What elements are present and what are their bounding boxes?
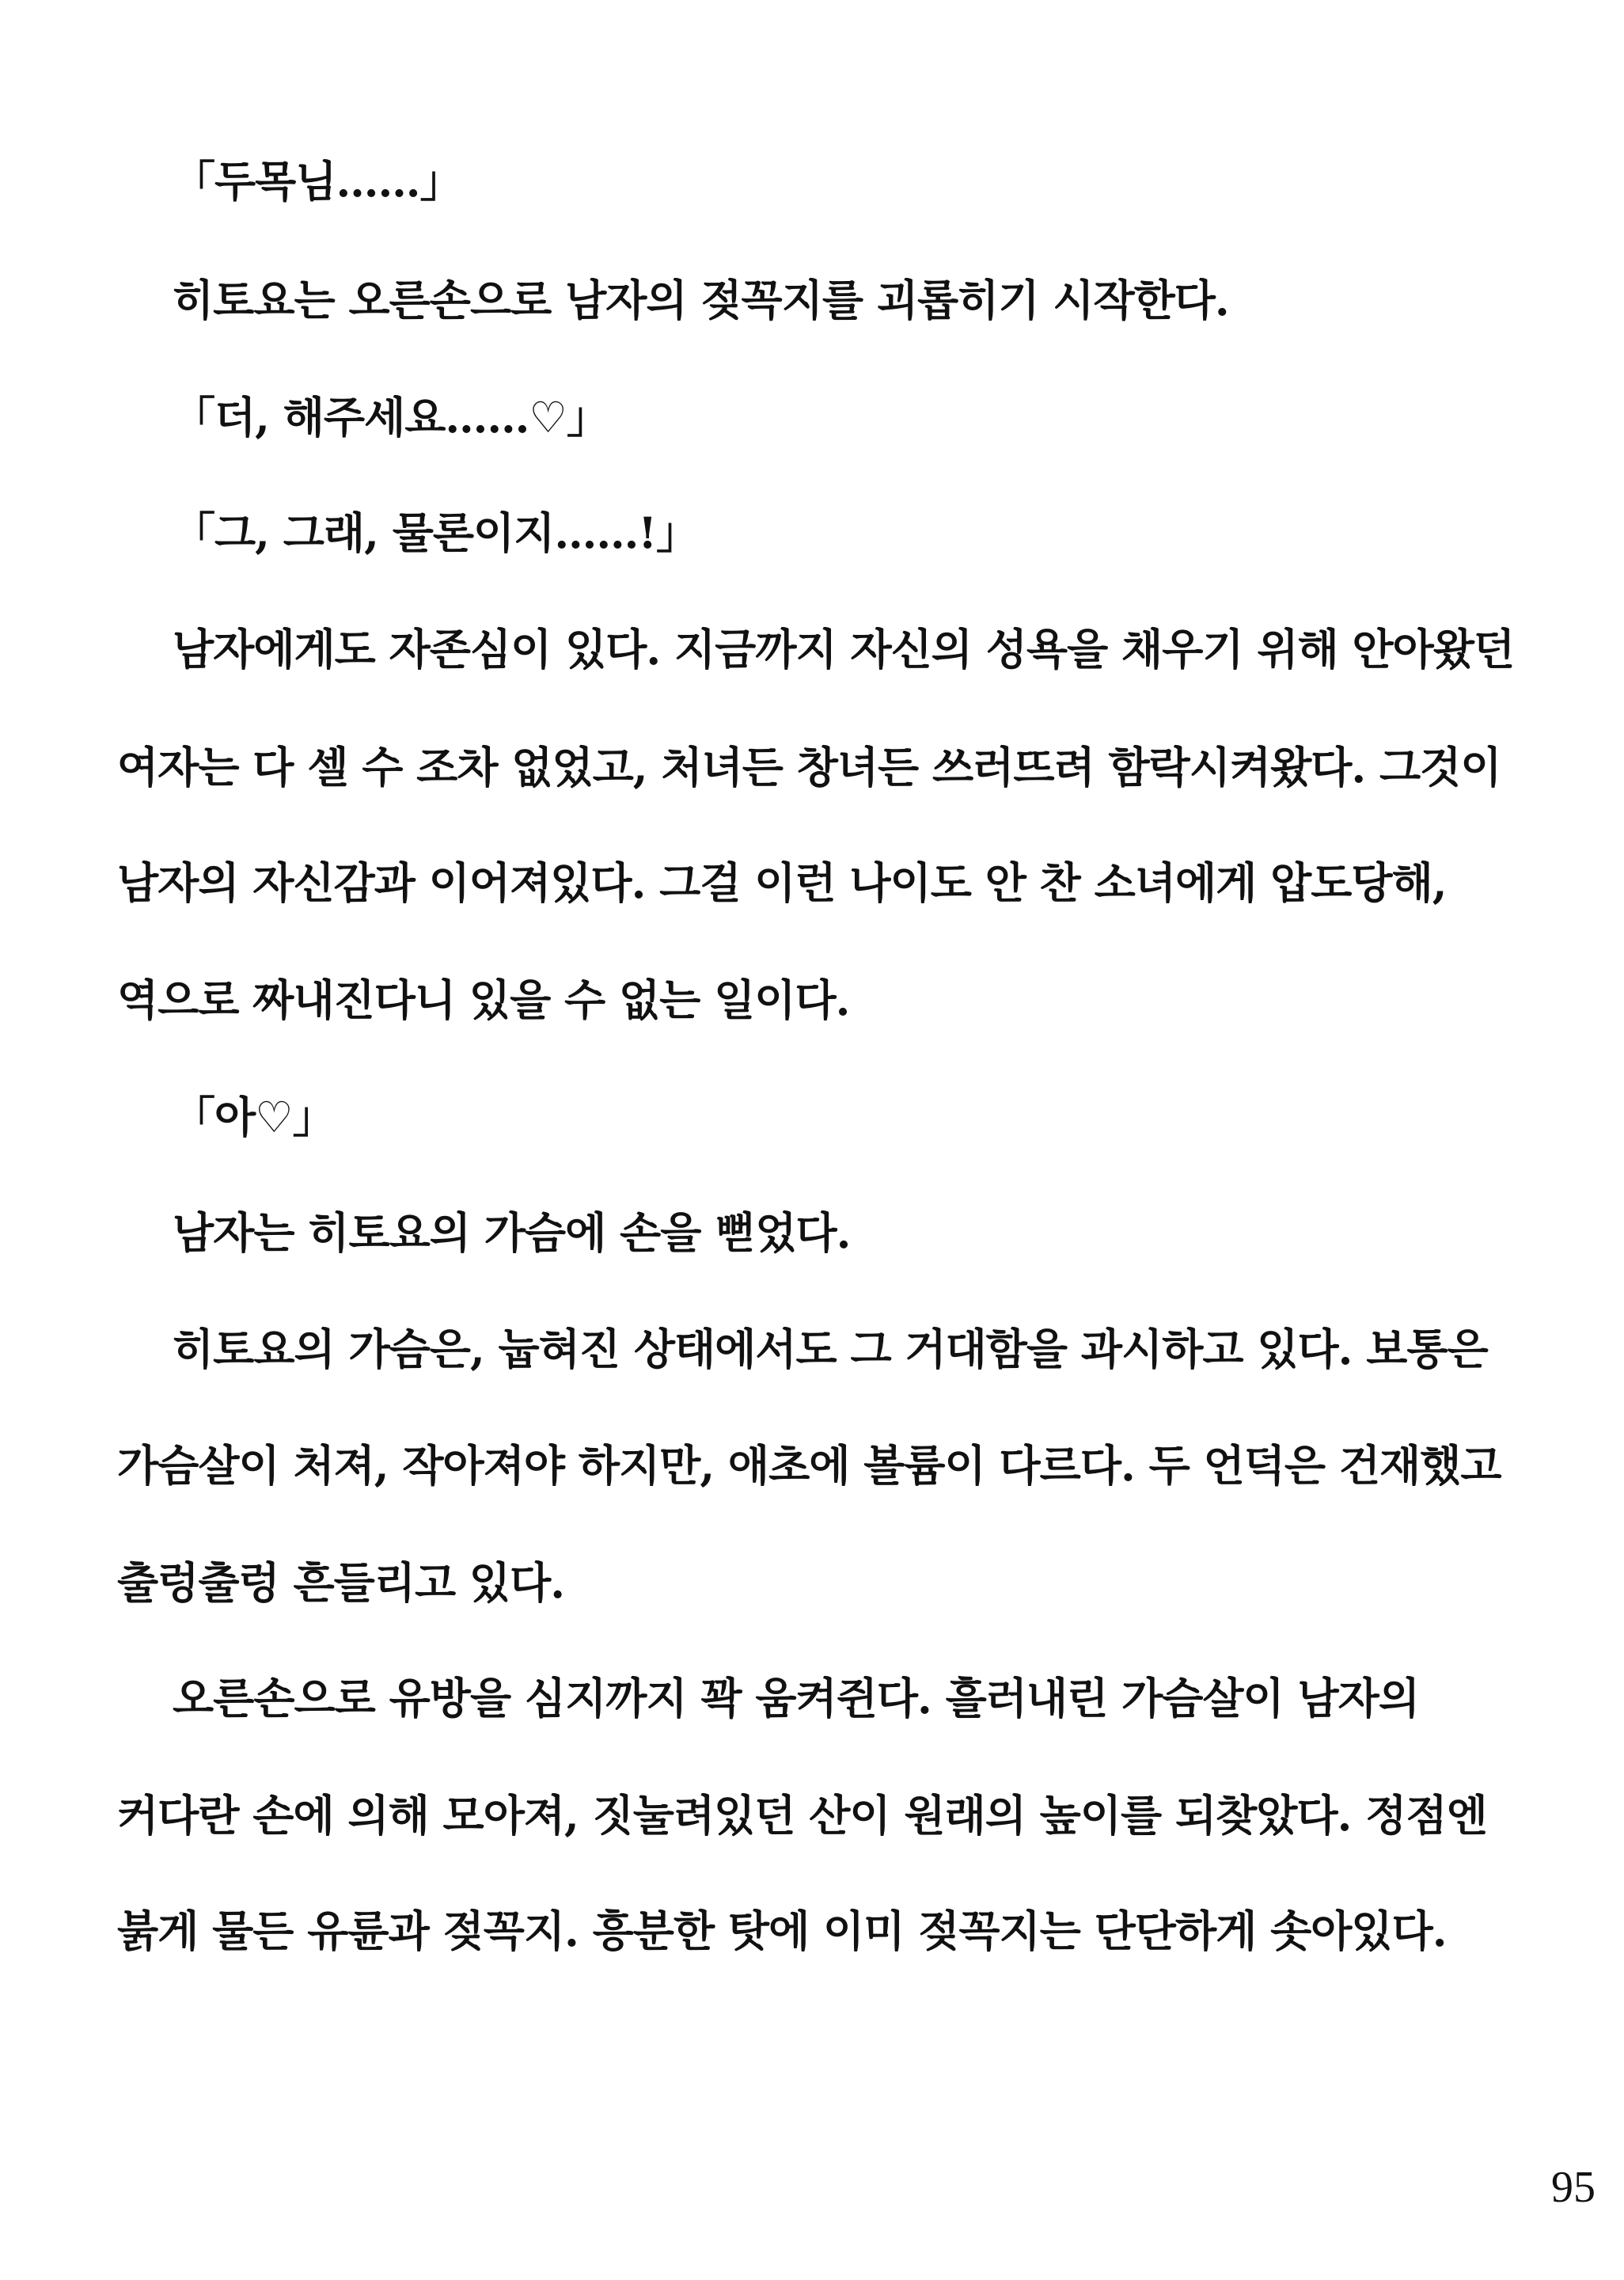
dialogue-line: 「그, 그래, 물론이지……!」 <box>173 507 699 558</box>
paragraph-line: 히토요의 가슴은, 눕혀진 상태에서도 그 거대함을 과시하고 있다. 보통은 <box>173 1324 1488 1374</box>
paragraph-line: 히토요는 오른손으로 남자의 젖꼭지를 괴롭히기 시작한다. <box>173 275 1229 325</box>
paragraph-line: 여자는 다 셀 수 조차 없었고, 처녀든 창녀든 쓰러뜨려 함락시켜왔다. 그것이 <box>117 742 1501 792</box>
paragraph-line: 남자의 자신감과 이어져있다. 그걸 이런 나이도 안 찬 소녀에게 압도당해, <box>117 857 1447 908</box>
paragraph-line: 역으로 짜내진다니 있을 수 없는 일이다. <box>117 975 850 1025</box>
dialogue-line: 「두목님……」 <box>173 156 462 207</box>
paragraph-line: 오른손으로 유방을 심지까지 꽉 움켜쥔다. 흘러내린 가슴살이 남자의 <box>173 1673 1419 1723</box>
paragraph-line: 붉게 물든 유륜과 젖꼭지. 흥분한 탓에 이미 젖꼭지는 단단하게 솟아있다. <box>117 1906 1447 1956</box>
paragraph-line: 남자에게도 자존심이 있다. 지금까지 자신의 성욕을 채우기 위해 안아왔던 <box>173 624 1515 674</box>
paragraph-line: 커다란 손에 의해 모아져, 짓눌려있던 산이 원래의 높이를 되찾았다. 정점엔 <box>117 1790 1487 1841</box>
dialogue-line: 「아♡」 <box>173 1092 335 1142</box>
paragraph-line: 남자는 히토요의 가슴에 손을 뻗었다. <box>173 1207 851 1258</box>
paragraph-line: 가슴살이 처져, 작아져야 하지만, 애초에 볼륨이 다르다. 두 언덕은 건재했고 <box>117 1440 1501 1491</box>
paragraph-line: 출렁출렁 흔들리고 있다. <box>117 1557 565 1608</box>
page-number: 95 <box>1551 2163 1596 2212</box>
dialogue-line: 「더, 해주세요……♡」 <box>173 392 609 443</box>
